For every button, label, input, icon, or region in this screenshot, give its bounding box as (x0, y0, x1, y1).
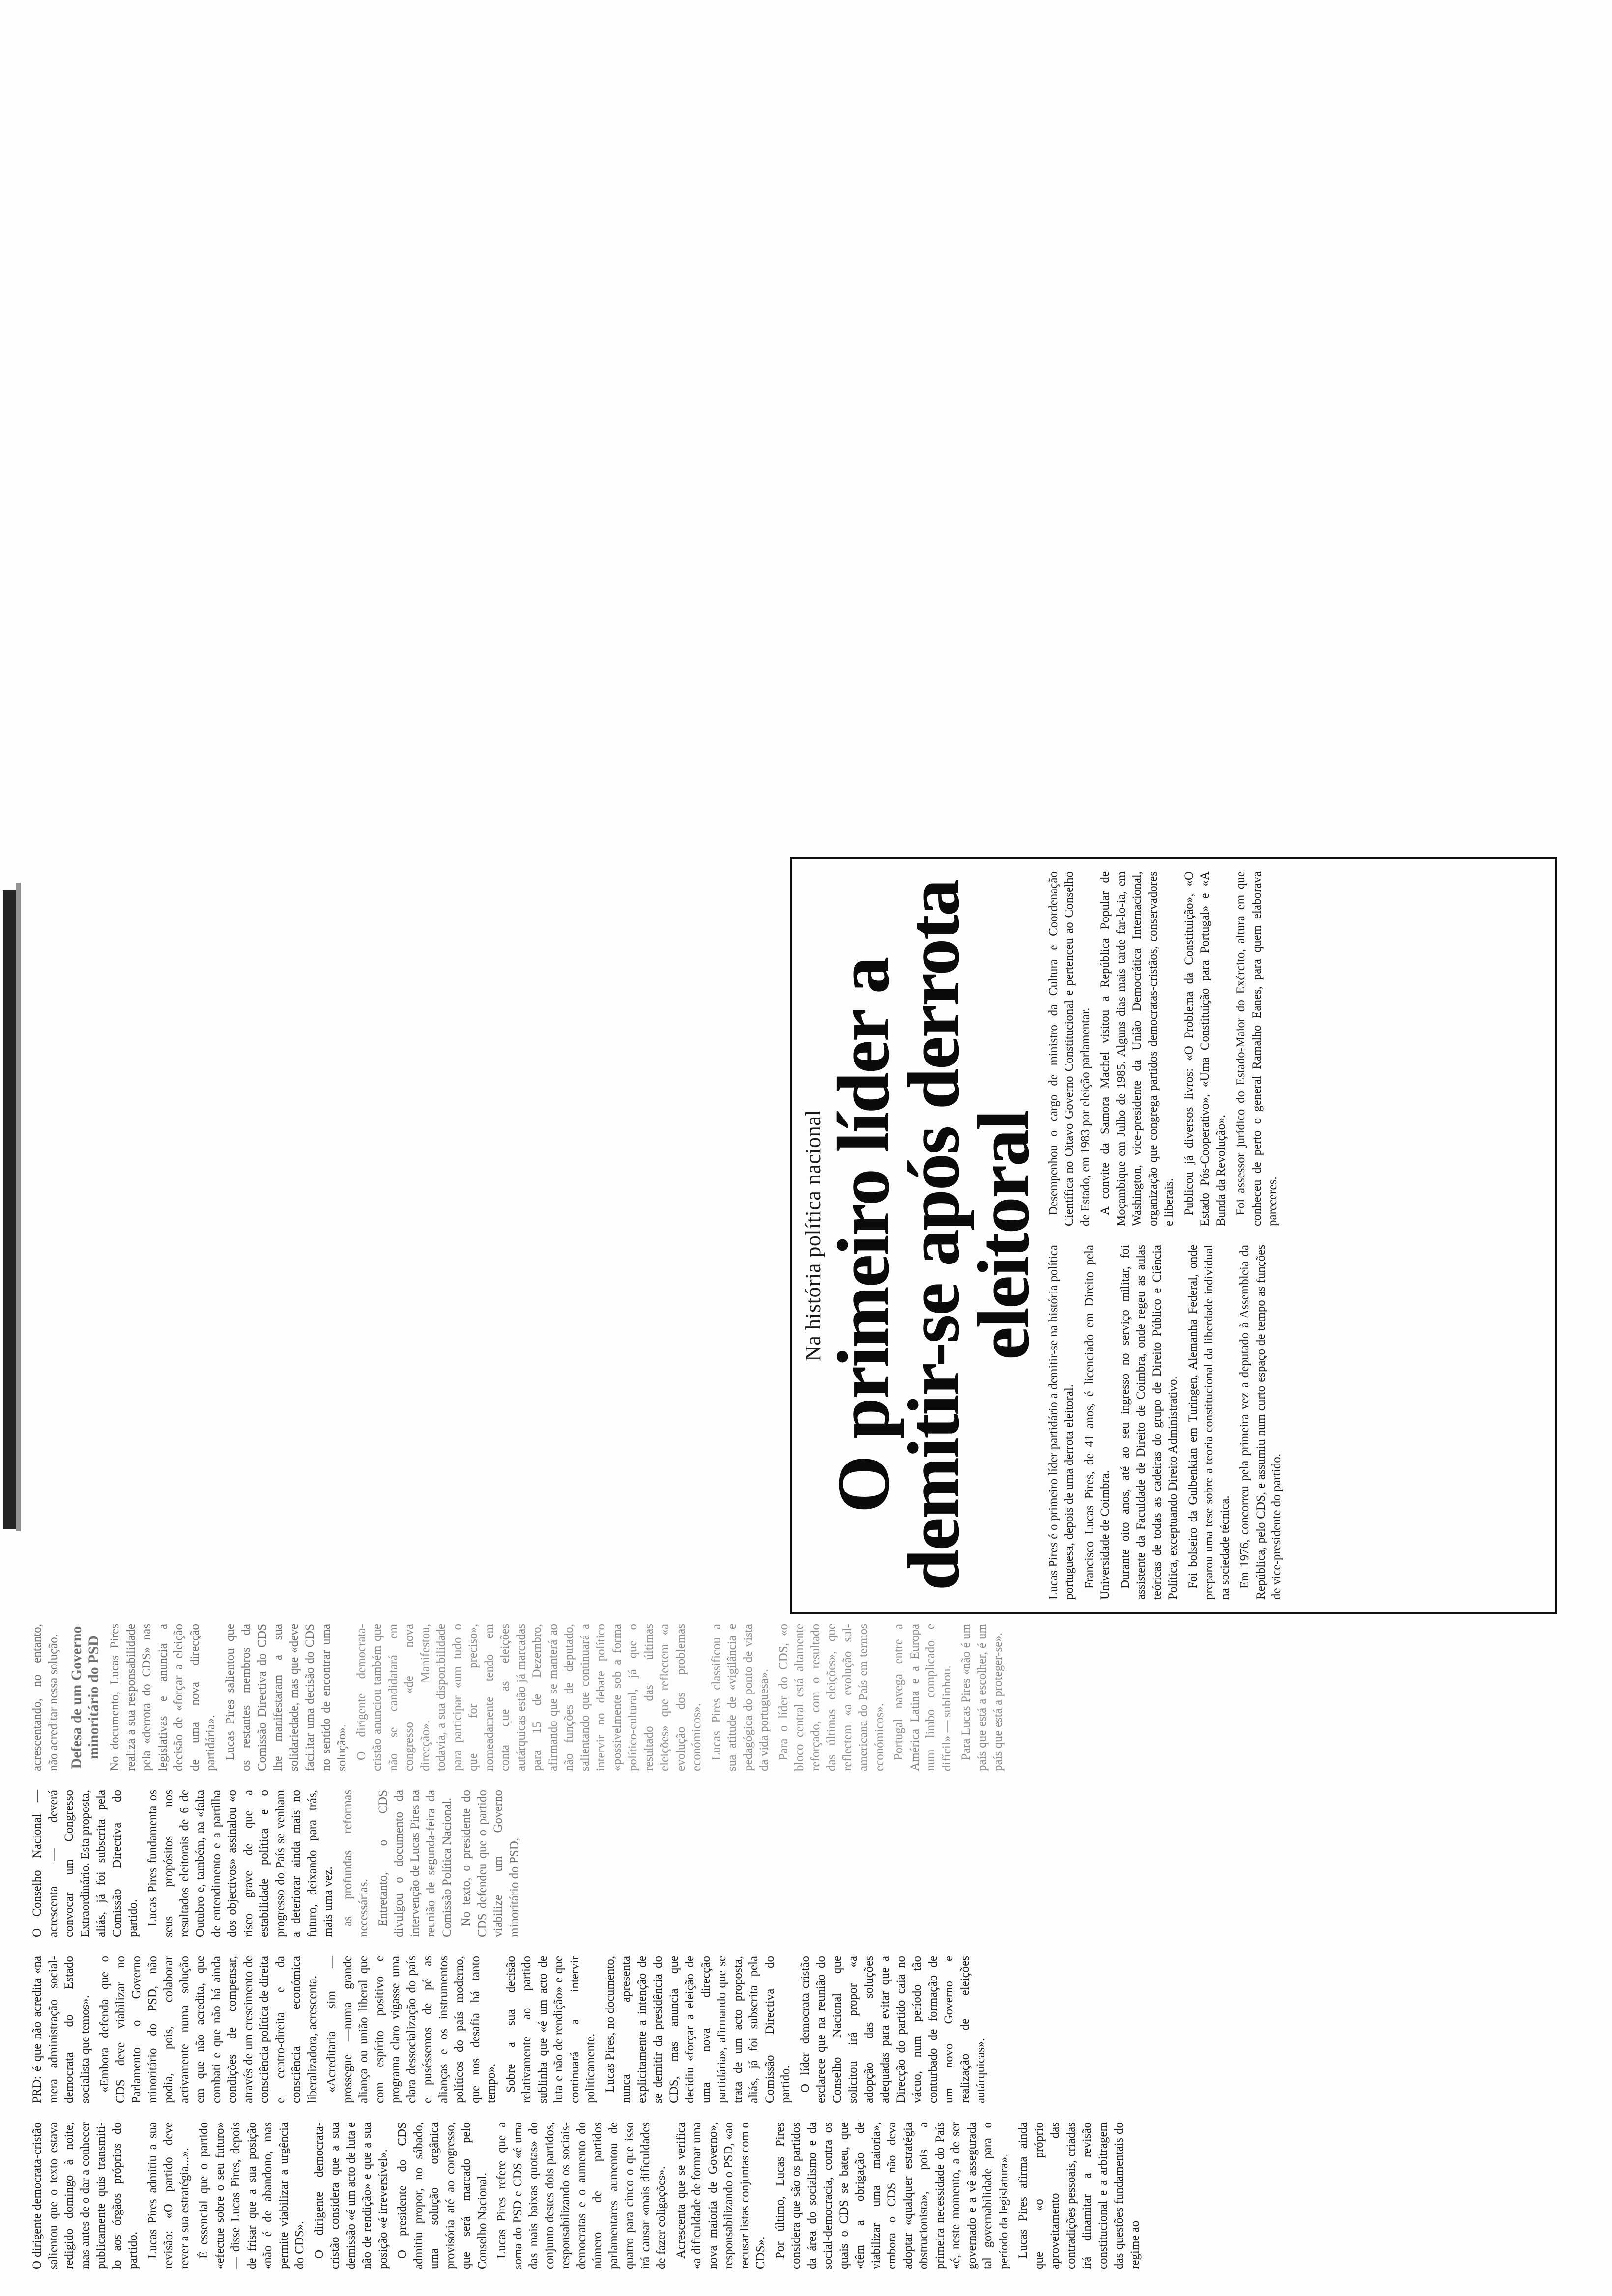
paragraph: Foi assessor jurídico do Estado-Maior do Exército, altura em que conheceu de perto o general Ramalho Eanes, para quem elaborava pareceres. (1234, 871, 1279, 1226)
paragraph: Lucas Pires afirma ainda que «o próprio aproveitamento das contradições pessoais, criadas irá dinamitar a revisão constitucional e a arbitragem das questões fundamentais do regime ao (1016, 2122, 1142, 2269)
paragraph: Lucas Pires, no documento, nunca apresenta explicitamente a intenção de se demitir da presidência do CDS, mas anuncia que decidiu «forçar a eleição de uma nova direcção partidária», afirmando que se trata de um acto proposta, aliás, já foi subscrita pela Comissão Directiva do partido. (603, 1956, 792, 2103)
paragraph: O dirigente democrata-cristão salientou que o texto estava redigido domingo à noite, mas antes de o dar a conhecer publicamente quis transmiti-lo aos órgãos próprios do partido. (30, 2122, 140, 2269)
biography-text (1046, 859, 1296, 1612)
paragraph: A convite da Samora Machel visitou a República Popular de Moçambique em Julho de 1985. Alguns dias mais tarde far-lo-ia, em Washington, vice-presidente da União Democrática Internacional, organização que congrega partidos democratas-cristãos, conservadores e liberais. (1098, 871, 1176, 1226)
scan-smudge (3, 890, 16, 1529)
paragraph: O dirigente democrata-cristão considera que a sua demissão «é um acto de luta e não de rendição» e que a sua posição «é irreversível». (312, 2122, 390, 2269)
paragraph: O Conselho Nacional — acrescenta — deverá convocar um Congresso Extraordinário. Esta proposta, aliás, já foi subscrita pela Comissão Directiva do partido. (30, 1790, 140, 1937)
paragraph: Desempenhou o cargo de ministro da Cultura e Coordenação Científica no Oitavo Governo Constitucional e pertenceu ao Conselho de Estado, em 1983 por eleição parlamentar. (1046, 871, 1092, 1226)
paragraph: Lucas Pires admitiu a sua revisão: «O partido deve rever a sua estratégia...». (145, 2122, 191, 2269)
article-column-4 (29, 1624, 1563, 1771)
kicker: Na história política nacional (801, 1110, 825, 1361)
paragraph: Publicou já diversos livros: «O Problema da Constituição», «O Estado Pós-Cooperativo», «Uma Constituição para Portugal» e «A Bunda da Revolução». (1182, 871, 1228, 1226)
paragraph: «Acreditaria sim — prossegue —numa grande aliança ou união liberal que com espírito positivo e programa claro vigasse uma clara dessocialização do país e puséssemos de pé as alianças e os instrumentos políticos do país moderno, que nos desafia há tanto tempo». (325, 1956, 498, 2103)
paragraph: Lucas Pires refere que a soma do PSD e CDS «é uma das mais baixas quotas» do conjunto destes dois partidos, responsabilizando os sociais-democratas e o aumento do número de partidos parlamentares aumentou de quatro para cinco o que isso irá causar «mais dificuldades de fazer coligações». (495, 2122, 668, 2269)
paragraph: Francisco Lucas Pires, de 41 anos, é licenciado em Direito pela Universidade de Coimbra. (1082, 1245, 1112, 1600)
paragraph: Lucas Pires classificou a sua atitude de «vigilância e pedagógica do ponto de vista da vida portuguesa». (709, 1624, 771, 1771)
scan-smudge-secondary (16, 883, 21, 1531)
headline-box (790, 857, 1557, 1614)
article-column-1 (29, 2122, 1563, 2269)
paragraph: Lucas Pires fundamenta os seus propósitos nos resultados eleitorais de 6 de Outubro e, também, na «falta de entendimento e a partilha dos objectivos» assinalou «o risco grave de que a estabilidade política e o progresso do País se venham a deteriorar ainda mais no futuro, deixando para trás, mais uma vez. (145, 1790, 335, 1937)
paragraph: Foi bolseiro da Gulbenkian em Turingen, Alemanha Federal, onde preparou uma tese sobre a teoria constitucional da liberdade individual na sociedade técnica. (1186, 1245, 1232, 1600)
paragraph: Lucas Pires salientou que os restantes membros da Comissão Directiva do CDS lhe manifestaram a sua solidariedade, mas que «deve facilitar uma decisão do CDS no sentido de encontrar uma solução». (223, 1624, 348, 1771)
page-title: O primeiro líder a demitir-se após derrota eleitoral (823, 880, 1044, 1591)
paragraph: O dirigente democrata-cristão anunciou também que não se candidatará em congresso «de nova direcção». Manifestou, todavia, a sua disponibilidade para participar «um tudo o que for preciso», nomeadamente tendo em conta que as eleições autárquicas estão já marcadas para 15 de Dezembro, afirmando que se manterá ao não funções de deputado, salientando que continuará a intervir no debate político «possivelmente sob a forma político-cultural, já que o resultado das últimas eleições» que reflectem «a evolução dos problemas económicos». (354, 1624, 703, 1771)
paragraph: Sobre a sua decisão relativamente ao partido sublinha que «é um acto de luta e não de rendição» e que continuará a intervir politicamente. (504, 1956, 597, 2103)
paragraph: «Embora defenda que o CDS deve viabilizar no Parlamento o Governo minoritário do PSD, não podia, pois, colaborar activamente numa solução em que não acredita, que combati e que não há ainda condições de compensar, através de um crescimento de consciência política de direita e centro-direita e da consciência económica liberalizadora, acrescenta. (98, 1956, 319, 2103)
paragraph: O líder democrata-cristão esclarece que na reunião do Conselho Nacional que solicitou irá propor «a adopção das soluções adequadas para evitar que a Direcção do partido caia no vácuo, num período tão conturbado de formação de um novo Governo e realização de eleições autárquicas». (798, 1956, 987, 2103)
paragraph: Para Lucas Pires «não é um país que está a escolher, é um país que está a proteger-se». (959, 1624, 1005, 1771)
paragraph: Lucas Pires é o primeiro líder partidário a demitir-se na história política portuguesa, depois de uma derrota eleitoral. (1046, 1245, 1076, 1600)
section-subhead: Defesa de um Governo minoritário do PSD (68, 1626, 102, 1769)
paragraph: O presidente do CDS admitiu propor, no sábado, uma solução orgânica provisória até ao congresso, que será marcado pelo Conselho Nacional. (396, 2122, 489, 2269)
paragraph: Entretanto, o CDS divulgou o documento da intervenção de Lucas Pires na reunião de segunda-feira da Comissão Política Nacional. (376, 1790, 454, 1937)
paragraph: Por último, Lucas Pires considera que são os partidos da área do socialismo e da social-democracia, contra os quais o CDS se bateu, que «têm a obrigação de viabilizar uma maioria», embora o CDS não deva adoptar «qualquer estratégia obstrucionista», pois a primeira necessidade do País «é, neste momento, a de ser governado e a vê assegurada tal governabilidade para o período da legislatura». (773, 2122, 1010, 2269)
paragraph: PRD: é que não acredita «na mera administração social-democrata do Estado socialista que temos». (30, 1956, 92, 2103)
article-column-2 (29, 1956, 987, 2103)
paragraph: No texto, o presidente do CDS defendeu que o partido viabilize um Governo minoritário do PSD, (460, 1790, 521, 1937)
paragraph: É essencial que o partido «efectue sobre o seu futuro» — disse Lucas Pires, depois de frisar que a sua posição «não é de abandono, mas permite viabilizar a urgência do CDS». (197, 2122, 306, 2269)
paragraph: as profundas reformas necessárias. (341, 1790, 370, 1937)
paragraph: Em 1976, concorreu pela primeira vez a deputado à Assembleia da República, pelo CDS, e assumiu num curto espaço de tempo as funções de vice-presidente do partido. (1238, 1245, 1283, 1600)
paragraph: Durante oito anos, até ao seu ingresso no serviço militar, foi assistente da Faculdade de Direito de Coimbra, onde regeu as aulas teóricas de todas as cadeiras do grupo de Direito Público e Ciência Política, exceptuando Direito Administrativo. (1118, 1245, 1180, 1600)
paragraph: Para o líder do CDS, «o bloco central está altamente reforçado, com o resultado das últimas eleições», que reflectem «a evolução sul-americana do País em termos económicos». (777, 1624, 886, 1771)
paragraph: Acrescenta que se verifica «a dificuldade de formar uma nova maioria de Governo», responsabilizando o PSD, «ao recusar listas conjuntas com o CDS». (674, 2122, 767, 2269)
article-column-3 (29, 1790, 777, 1937)
paragraph: acrescentando, no entanto, não acreditar nessa solução. (30, 1624, 60, 1771)
paragraph: Portugal navega entre a América Latina e a Europa num limbo complicado e difícil» — sublinhou. (892, 1624, 953, 1771)
paragraph: No documento, Lucas Pires realiza a sua responsabilidade pela «derrota do CDS» nas legislativas e anuncia a decisão de «forçar a eleição de uma nova direcção partidária». (108, 1624, 217, 1771)
